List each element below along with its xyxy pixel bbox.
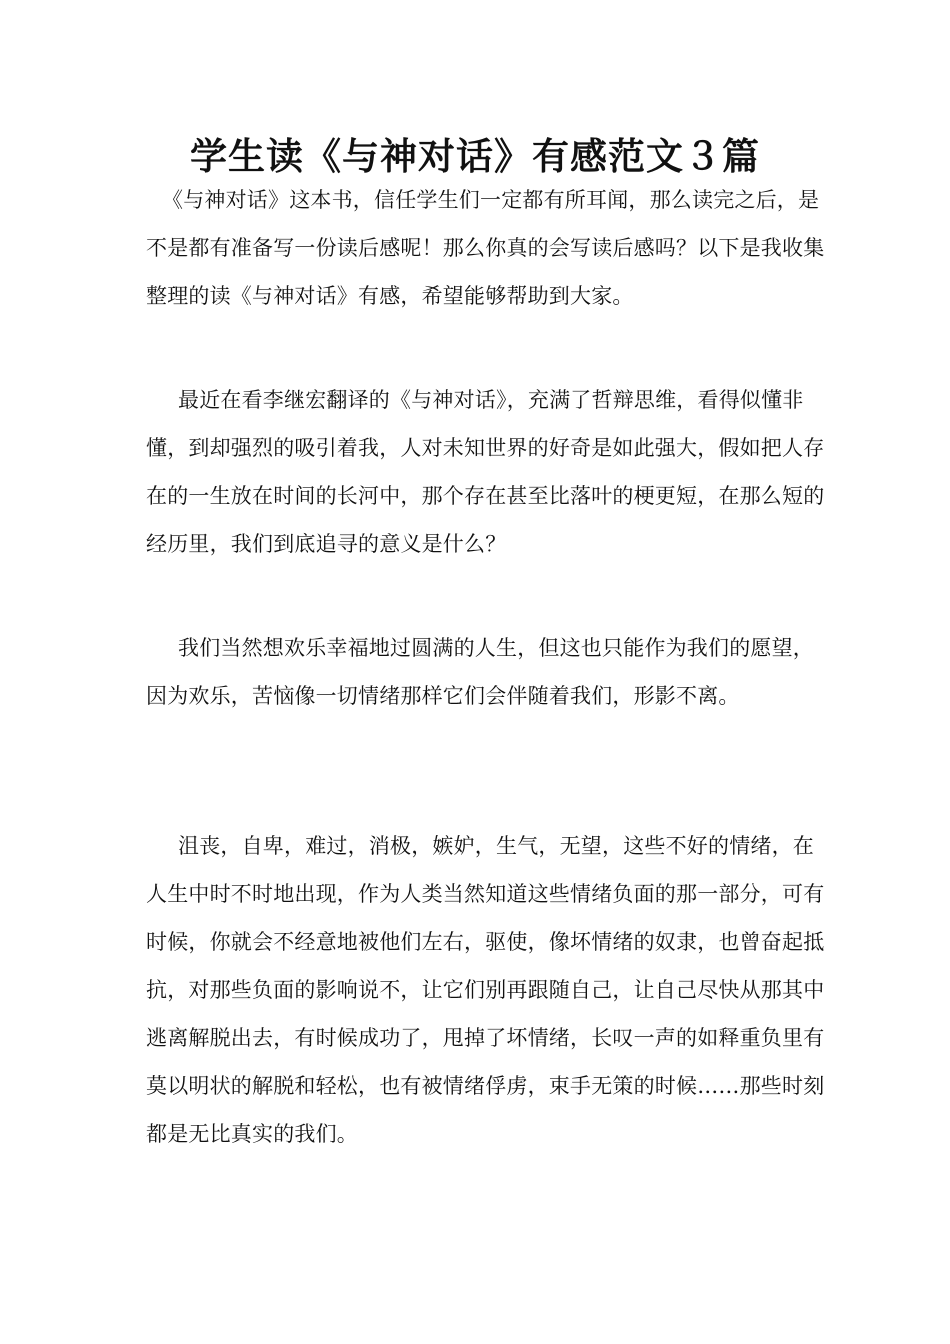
document-title: 学生读《与神对话》有感范文３篇 xyxy=(190,135,760,178)
body-paragraph-3: 沮丧，自卑，难过，消极，嫉妒，生气，无望，这些不好的情绪，在人生中时不时地出现，作为人类当然知道这些情绪负面的那一部分，可有时候，你就会不经意地被他们左右，驱使，像坏情绪的奴隶，也曾奋起抵抗，对那些负面的影响说不，让它们别再跟随自己，让自己尽快从那其中逃离解脱出去，有时候成功了，甩掉了坏情绪，长叹一声的如释重负里有莫以明状的解脱和轻松，也有被情绪俘虏，束手无策的时候……那些时刻都是无比真实的我们。 xyxy=(146,834,825,1146)
intro-paragraph: 《与神对话》这本书，信任学生们一定都有所耳闻，那么读完之后，是不是都有准备写一份读后感呢！那么你真的会写读后感吗？以下是我收集整理的读《与神对话》有感，希望能够帮助到大家。 xyxy=(146,188,825,308)
body-paragraph-1: 最近在看李继宏翻译的《与神对话》，充满了哲辩思维，看得似懂非懂，到却强烈的吸引着我，人对未知世界的好奇是如此强大，假如把人存在的一生放在时间的长河中，那个存在甚至比落叶的梗更短，在那么短的经历里，我们到底追寻的意义是什么？ xyxy=(146,388,825,556)
body-paragraph-2: 我们当然想欢乐幸福地过圆满的人生，但这也只能作为我们的愿望，因为欢乐，苦恼像一切情绪那样它们会伴随着我们，形影不离。 xyxy=(146,636,814,708)
